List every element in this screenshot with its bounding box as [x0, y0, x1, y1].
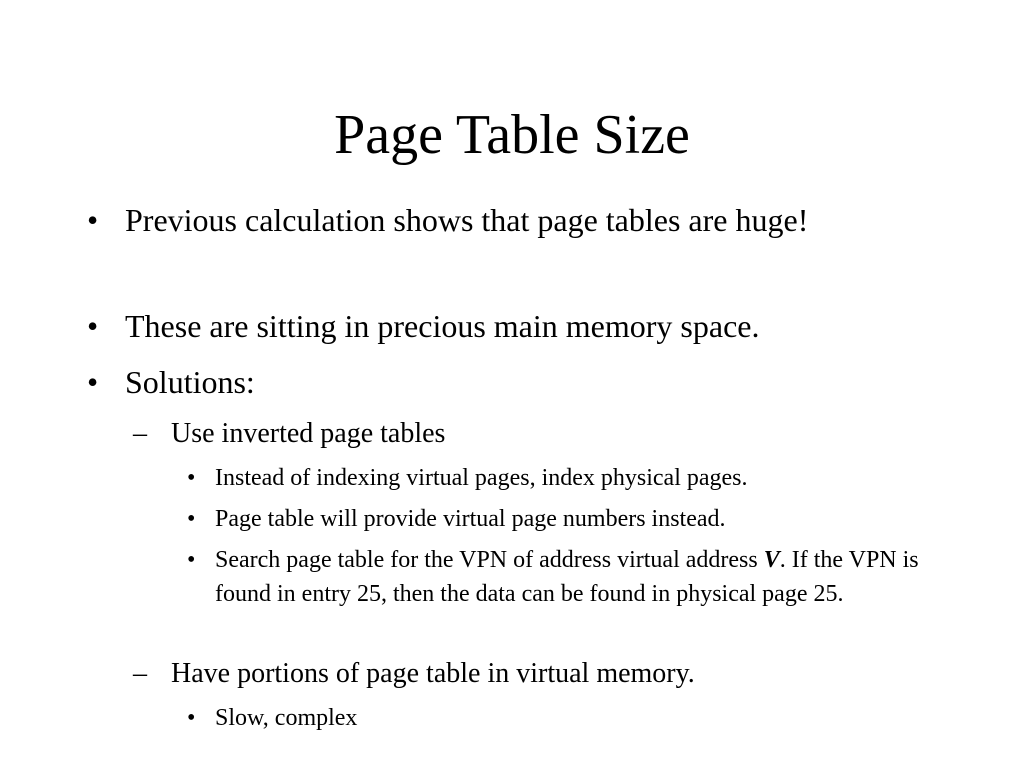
bullet-solutions	[87, 358, 945, 406]
dash-marker: –	[133, 418, 147, 449]
bullet-marker: •	[187, 705, 196, 731]
sub-sub-bullet-text: Instead of indexing virtual pages, index physical pages.	[215, 465, 748, 491]
sub-sub-bullet-text: Page table will provide virtual page numbers instead.	[215, 506, 726, 532]
sub-bullet-inverted-page-tables	[133, 415, 951, 453]
sub-sub-bullet-virtual-page-numbers	[187, 502, 935, 536]
bullet-text: Previous calculation shows that page tables are huge!	[125, 202, 809, 238]
sub-sub-bullet-text	[215, 543, 935, 611]
bullet-marker: •	[187, 547, 196, 573]
dash-marker: –	[133, 658, 147, 689]
sub-bullet-virtual-memory	[133, 655, 951, 693]
bullet-text: Solutions:	[125, 364, 255, 400]
text-after-emphasis: . If the VPN is found in entry 25, then the data can be found in physical page 25.	[215, 547, 919, 607]
sub-sub-bullet-index-physical	[187, 461, 935, 495]
sub-sub-bullet-search-vpn	[187, 543, 935, 611]
bullet-marker: •	[187, 465, 196, 491]
sub-sub-bullet-slow-complex	[187, 701, 935, 735]
bullet-marker: •	[87, 364, 99, 400]
slide-title: Page Table Size	[334, 104, 690, 166]
text-before-emphasis: Search page table for the VPN of address virtual address	[215, 547, 764, 573]
sub-bullet-text: Use inverted page tables	[171, 418, 446, 449]
sub-sub-bullet-text: Slow, complex	[215, 705, 358, 731]
emphasis-variable-v: V	[763, 547, 780, 573]
bullet-previous-calculation	[87, 196, 945, 244]
bullet-marker: •	[87, 202, 99, 238]
bullet-marker: •	[87, 308, 99, 344]
bullet-main-memory	[87, 302, 945, 350]
sub-bullet-text: Have portions of page table in virtual memory.	[171, 658, 695, 689]
bullet-marker: •	[187, 506, 196, 532]
bullet-text: These are sitting in precious main memory space.	[125, 308, 760, 344]
